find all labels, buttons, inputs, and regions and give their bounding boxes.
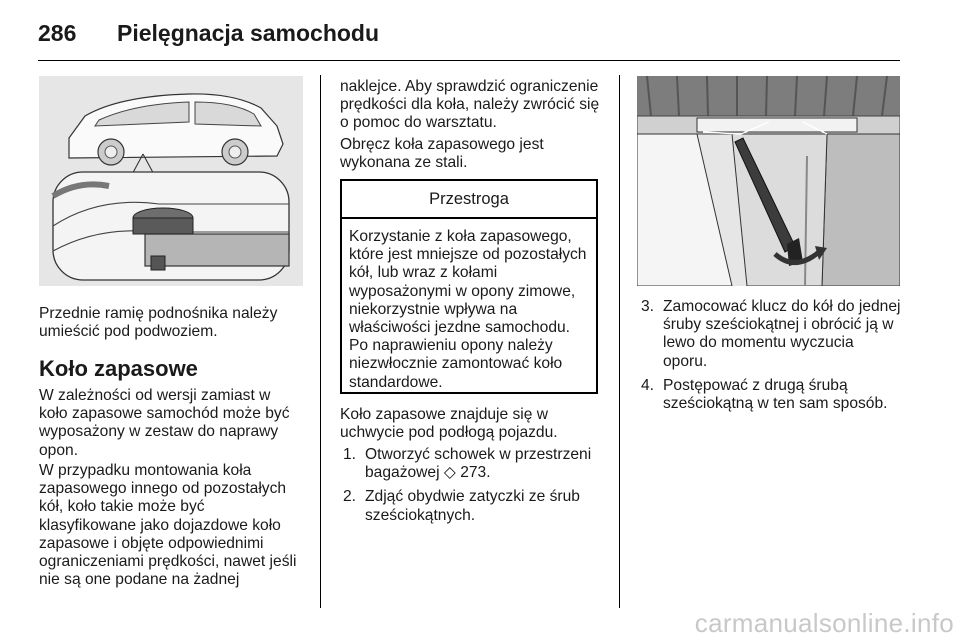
text-line: W zależności od wersji zamiast w bbox=[39, 387, 271, 404]
column-divider-right bbox=[619, 75, 620, 608]
caution-box bbox=[340, 179, 598, 394]
text-line: Przednie ramię podnośnika należy bbox=[39, 305, 278, 322]
text-line: śruby sześciokątnej i obrócić ją w bbox=[663, 316, 894, 334]
text-line: kół, koło takie może być bbox=[39, 498, 205, 516]
text-line: nie są one podane na żadnej bbox=[39, 571, 240, 589]
text-line: opon. bbox=[39, 441, 79, 459]
list-item bbox=[343, 488, 615, 524]
text-line: lewo do momentu wyczucia bbox=[663, 334, 854, 352]
step-number: 1. bbox=[343, 446, 357, 463]
text-line: Otworzyć schowek w przestrzeni bbox=[365, 446, 592, 463]
text-line: Obręcz koła zapasowego jest bbox=[340, 136, 544, 153]
spare-wheel-intro bbox=[39, 387, 314, 460]
speed-limit-continuation bbox=[340, 78, 615, 133]
caution-text bbox=[342, 219, 596, 392]
text-line: wykonana ze stali. bbox=[340, 154, 468, 172]
steps-list-middle bbox=[343, 446, 615, 525]
text-line: Zamocować klucz do kół do jednej bbox=[663, 298, 901, 315]
text-line: ograniczeniami prędkości, nawet jeśli bbox=[39, 553, 297, 571]
text-line: bagażowej ◇ 273. bbox=[365, 464, 491, 482]
page-title: Pielęgnacja samochodu bbox=[117, 20, 380, 46]
jack-caption bbox=[39, 305, 314, 341]
text-line: Koło zapasowe znajduje się w bbox=[340, 406, 549, 423]
text-line: sześciokątną w ten sam sposób. bbox=[663, 395, 888, 413]
text-line: wyposażonymi w opony zimowe, bbox=[349, 282, 576, 300]
spare-wheel-location bbox=[340, 406, 615, 442]
steps-list-right bbox=[641, 298, 903, 413]
text-line: standardowe. bbox=[349, 373, 443, 391]
text-line: W przypadku montowania koła bbox=[39, 462, 252, 479]
step-number: 3. bbox=[641, 298, 655, 315]
text-line: koło zapasowe samochód może być bbox=[39, 405, 290, 423]
text-line: niekorzystnie wpływa na bbox=[349, 300, 518, 318]
list-item bbox=[343, 446, 615, 482]
text-line: umieścić pod podwoziem. bbox=[39, 323, 218, 341]
text-line: uchwycie pod podłogą pojazdu. bbox=[340, 424, 558, 442]
text-line: klasyfikowane jako dojazdowe koło bbox=[39, 516, 281, 534]
text-line: kół, lub wraz z kołami bbox=[349, 264, 498, 282]
text-line: właściwości jezdne samochodu. bbox=[349, 319, 571, 337]
text-line: niezwłocznie zamontować koło bbox=[349, 355, 563, 373]
text-line: wyposażony w zestaw do naprawy bbox=[39, 423, 279, 441]
list-item bbox=[641, 377, 903, 413]
spare-wheel-speed-note bbox=[39, 462, 314, 589]
page-number: 286 bbox=[38, 20, 77, 46]
text-line: które jest mniejsze od pozostałych bbox=[349, 246, 587, 264]
column-divider-left bbox=[320, 75, 321, 608]
text-line: sześciokątnych. bbox=[365, 506, 476, 524]
text-line: prędkości dla koła, należy zwrócić się bbox=[340, 96, 600, 114]
text-line: Postępować z drugą śrubą bbox=[663, 376, 848, 394]
watermark: carmanualsonline.info bbox=[694, 608, 954, 638]
rim-material-note bbox=[340, 136, 615, 172]
step-number: 2. bbox=[343, 488, 357, 506]
wrench-on-bolt-illustration bbox=[637, 76, 900, 286]
caution-title: Przestroga bbox=[342, 181, 596, 219]
header-divider bbox=[38, 60, 900, 61]
section-title: Koło zapasowe bbox=[39, 356, 198, 381]
step-number: 4. bbox=[641, 376, 655, 394]
text-line: naklejce. Aby sprawdzić ograniczenie bbox=[340, 78, 599, 95]
text-line: o pomoc do warsztatu. bbox=[340, 114, 497, 132]
text-line: zapasowego innego od pozostałych bbox=[39, 480, 287, 498]
text-line: Po naprawieniu opony należy bbox=[349, 337, 553, 355]
text-line: Korzystanie z koła zapasowego, bbox=[349, 228, 572, 245]
jack-placement-illustration bbox=[39, 76, 303, 286]
text-line: zapasowe i objęte odpowiednimi bbox=[39, 534, 264, 552]
text-line: oporu. bbox=[663, 352, 708, 370]
text-line: Zdjąć obydwie zatyczki ze śrub bbox=[365, 488, 580, 506]
list-item bbox=[641, 298, 903, 371]
